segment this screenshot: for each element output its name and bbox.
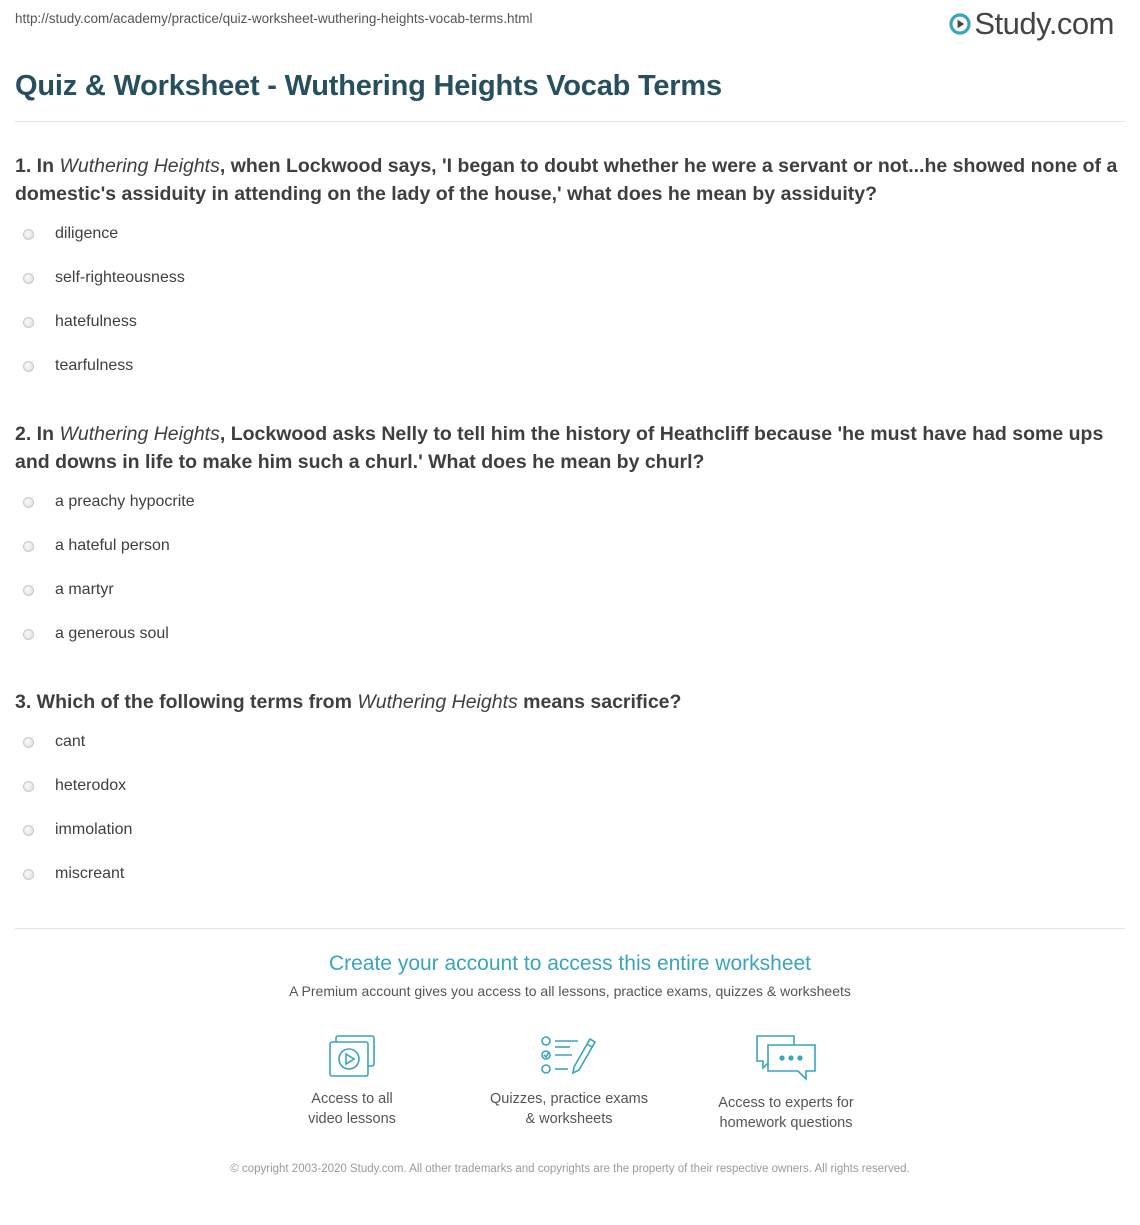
answer-option[interactable]	[15, 579, 1130, 623]
answer-label: immolation	[55, 821, 133, 838]
radio-button[interactable]	[23, 869, 34, 880]
radio-button[interactable]	[23, 825, 34, 836]
answer-label: tearfulness	[55, 357, 134, 374]
copyright-footer: © copyright 2003-2020 Study.com. All other trademarks and copyrights are the property of their respective owners. All rights reserved.	[230, 1163, 910, 1175]
page-title: Quiz & Worksheet - Wuthering Heights Vocab Terms	[15, 70, 722, 102]
radio-button[interactable]	[23, 585, 34, 596]
answer-option[interactable]	[15, 863, 1130, 907]
radio-button[interactable]	[23, 317, 34, 328]
question-text: 3. Which of the following terms from Wuthering Heights means sacrifice?	[15, 691, 682, 713]
radio-button[interactable]	[23, 273, 34, 284]
answer-option[interactable]	[15, 819, 1130, 863]
answer-option[interactable]	[15, 775, 1130, 819]
answer-list	[15, 223, 1130, 399]
answer-option[interactable]	[15, 623, 1130, 667]
play-circle-icon	[949, 13, 971, 35]
question-3	[15, 688, 1130, 907]
answer-label: a martyr	[55, 581, 114, 598]
answer-option[interactable]	[15, 535, 1130, 579]
radio-button[interactable]	[23, 737, 34, 748]
answer-option[interactable]	[15, 491, 1130, 535]
feature-label: Access to experts for homework questions	[718, 1095, 854, 1131]
feature-experts	[686, 1033, 886, 1133]
radio-button[interactable]	[23, 229, 34, 240]
feature-video-lessons	[252, 1033, 452, 1129]
cta-subtitle: A Premium account gives you access to all lessons, practice exams, quizzes & worksheets	[289, 983, 851, 999]
answer-option[interactable]	[15, 223, 1130, 267]
answer-label: a preachy hypocrite	[55, 493, 195, 510]
question-text: 2. In Wuthering Heights, Lockwood asks Nelly to tell him the history of Heathcliff because 'he must have had some ups and downs in life to make him such a churl.' What does he mean by churl?	[15, 423, 1104, 473]
feature-quizzes	[469, 1033, 669, 1129]
answer-list	[15, 731, 1130, 907]
question-2	[15, 420, 1130, 667]
answer-label: hatefulness	[55, 313, 137, 330]
answer-label: self-righteousness	[55, 269, 185, 286]
radio-button[interactable]	[23, 361, 34, 372]
study-logo[interactable]	[949, 6, 1114, 42]
cta-title[interactable]: Create your account to access this entire worksheet	[328, 952, 812, 975]
title-divider	[15, 121, 1125, 122]
answer-label: a hateful person	[55, 537, 170, 554]
answer-label: heterodox	[55, 777, 127, 794]
answer-label: miscreant	[55, 865, 125, 882]
feature-label: Quizzes, practice exams & worksheets	[490, 1091, 648, 1127]
answer-option[interactable]	[15, 267, 1130, 311]
answer-label: a generous soul	[55, 625, 169, 642]
quiz-checklist-icon	[540, 1033, 598, 1079]
answer-list	[15, 491, 1130, 667]
question-1	[15, 152, 1130, 399]
answer-option[interactable]	[15, 355, 1130, 399]
radio-button[interactable]	[23, 629, 34, 640]
cta-divider	[15, 928, 1125, 929]
answer-option[interactable]	[15, 731, 1130, 775]
answer-label: diligence	[55, 225, 119, 242]
chat-bubbles-icon	[754, 1033, 818, 1083]
radio-button[interactable]	[23, 497, 34, 508]
answer-option[interactable]	[15, 311, 1130, 355]
question-text: 1. In Wuthering Heights, when Lockwood says, 'I began to doubt whether he were a servant or not...he showed none of a domestic's assiduity in attending on the lady of the house,' what does he mean by assiduity?	[15, 155, 1118, 205]
radio-button[interactable]	[23, 781, 34, 792]
page-url: http://study.com/academy/practice/quiz-worksheet-wuthering-heights-vocab-terms.html	[15, 11, 533, 26]
answer-label: cant	[55, 733, 86, 750]
logo-text: Study.com	[974, 6, 1114, 41]
feature-label: Access to all video lessons	[308, 1091, 396, 1127]
video-lessons-icon	[326, 1033, 378, 1079]
radio-button[interactable]	[23, 541, 34, 552]
